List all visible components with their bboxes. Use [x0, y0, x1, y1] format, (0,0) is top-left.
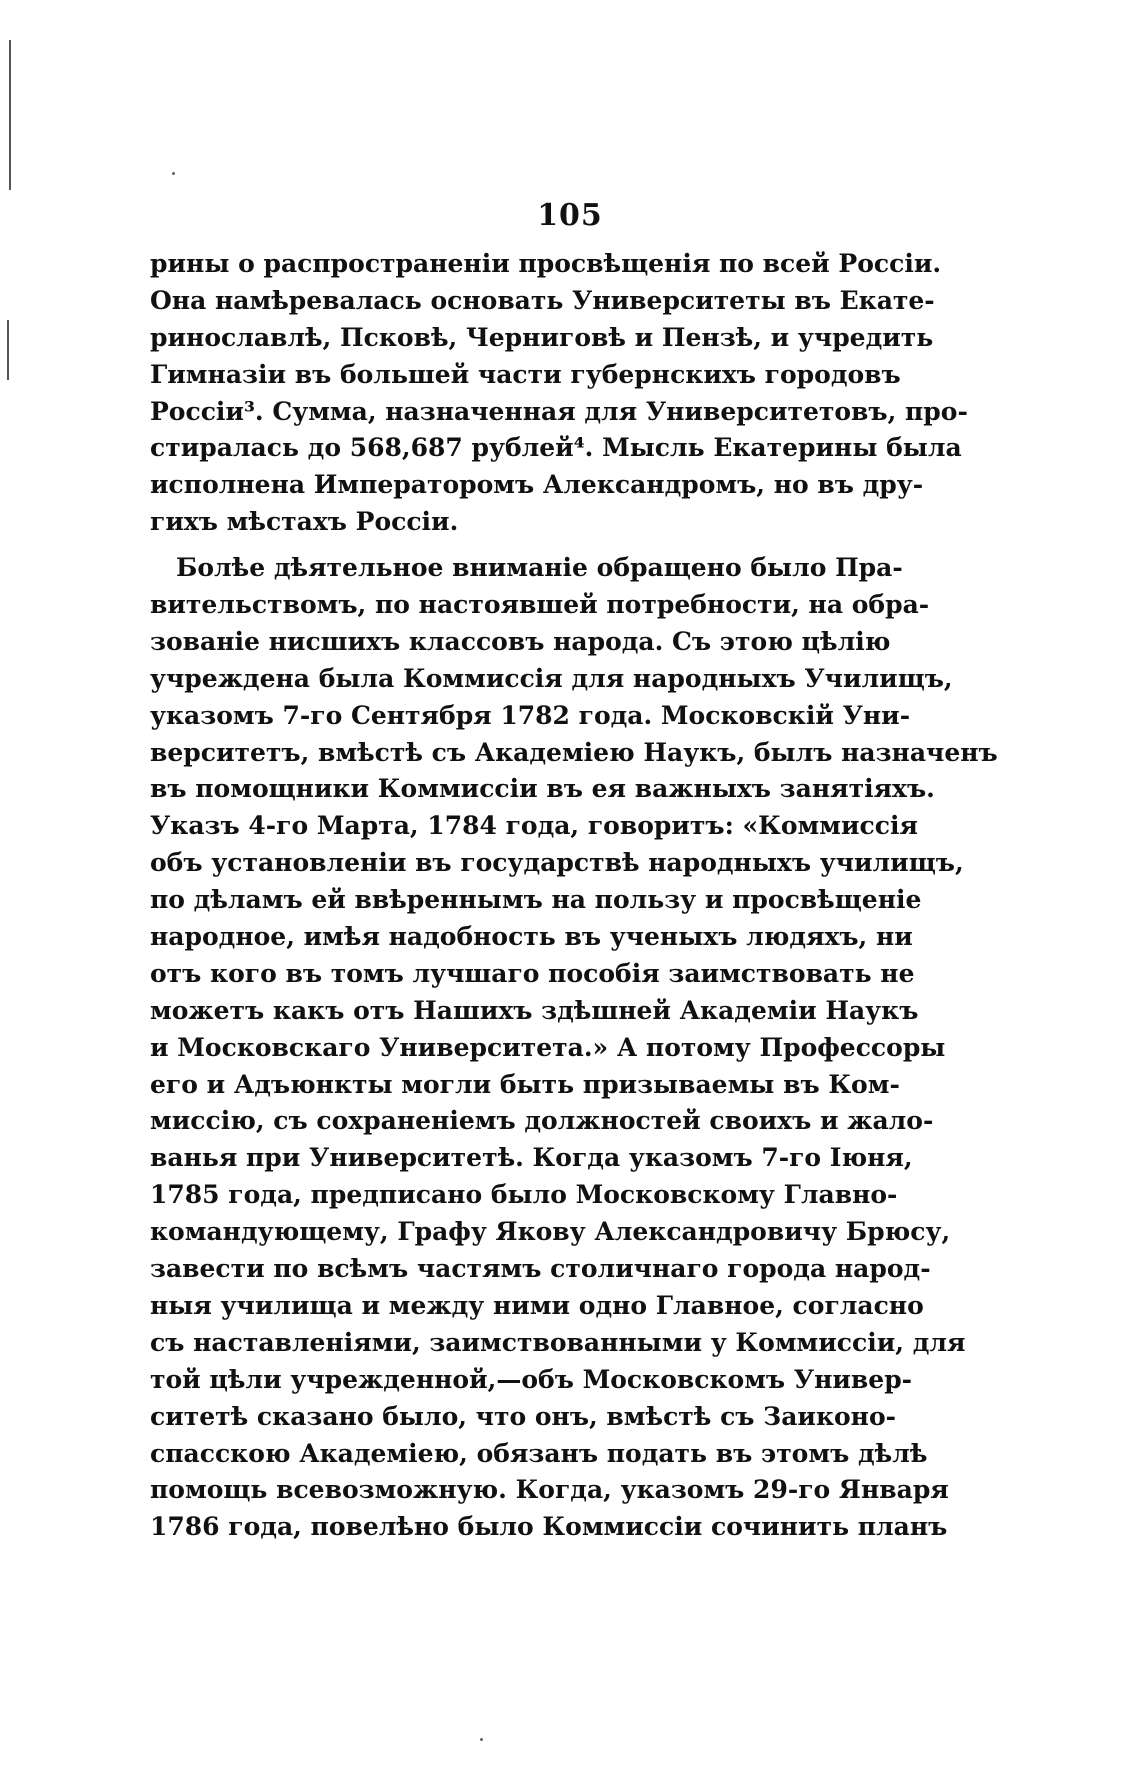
text-line: ныя училища и между ними одно Главное, согласно: [150, 1290, 924, 1320]
text-line: верситетъ, вмѣстѣ съ Академіею Наукъ, былъ назначенъ: [150, 737, 998, 767]
scan-speck: [172, 172, 175, 175]
text-line: ситетѣ сказано было, что онъ, вмѣстѣ съ Заиконо-: [150, 1401, 897, 1431]
text-line: Болѣе дѣятельное вниманіе обращено было Пра-: [176, 553, 903, 583]
text-line: 1786 года, повелѣно было Коммиссіи сочинить планъ: [150, 1512, 948, 1542]
margin-scan-mark: [7, 320, 9, 380]
text-line: объ установленіи въ государствѣ народныхъ училищъ,: [150, 848, 964, 878]
text-line: той цѣли учрежденной,—объ Московскомъ Универ-: [150, 1364, 913, 1394]
text-line: въ помощники Коммиссіи въ ея важныхъ занятіяхъ.: [150, 774, 935, 804]
text-line: командующему, Графу Якову Александровичу Брюсу,: [150, 1217, 951, 1247]
page-number: 105: [537, 198, 603, 233]
text-line: Гимназіи въ большей части губернскихъ городовъ: [150, 359, 901, 389]
text-line: стиралась до 568,687 рублей⁴. Мысль Екатерины была: [150, 433, 962, 463]
text-line: съ наставленіями, заимствованными у Коммиссіи, для: [150, 1327, 966, 1357]
scan-speck: [480, 1738, 483, 1741]
text-line: отъ кого въ томъ лучшаго пособія заимствовать не: [150, 958, 915, 988]
text-line: ванья при Университетѣ. Когда указомъ 7-го Іюня,: [150, 1143, 913, 1173]
text-line: 1785 года, предписано было Московскому Главно-: [150, 1180, 898, 1210]
text-line: спасскою Академіею, обязанъ подать въ этомъ дѣлѣ: [150, 1438, 928, 1468]
text-line: миссію, съ сохраненіемъ должностей своихъ и жало-: [150, 1106, 934, 1136]
text-line: по дѣламъ ей ввѣреннымъ на пользу и просвѣщеніе: [150, 885, 922, 915]
text-line: ринославлѣ, Псковѣ, Черниговѣ и Пензѣ, и учредить: [150, 322, 934, 352]
text-line: Указъ 4-го Марта, 1784 года, говоритъ: «Коммиссія: [150, 811, 918, 841]
margin-scan-mark: [9, 40, 11, 190]
text-line: его и Адъюнкты могли быть призываемы въ Ком-: [150, 1069, 900, 1099]
text-line: завести по всѣмъ частямъ столичнаго города народ-: [150, 1254, 931, 1284]
text-line: вительствомъ, по настоявшей потребности, на обра-: [150, 590, 930, 620]
body-text: [150, 246, 998, 1546]
text-line: рины о распространеніи просвѣщенія по всей Россіи.: [150, 249, 942, 278]
text-line: исполнена Императоромъ Александромъ, но въ дру-: [150, 470, 924, 500]
text-line: можетъ какъ отъ Нашихъ здѣшней Академіи Наукъ: [150, 995, 919, 1025]
text-line: Россіи³. Сумма, назначенная для Университетовъ, про-: [150, 396, 968, 426]
text-line: и Московскаго Университета.» А потому Профессоры: [150, 1032, 946, 1062]
text-line: гихъ мѣстахъ Россіи.: [150, 507, 459, 537]
text-line: помощь всевозможную. Когда, указомъ 29-го Января: [150, 1475, 949, 1505]
text-line: учреждена была Коммиссія для народныхъ Училищъ,: [150, 663, 953, 693]
text-line: зованіе нисшихъ классовъ народа. Съ этою цѣлію: [150, 626, 891, 656]
text-line: народное, имѣя надобность въ ученыхъ людяхъ, ни: [150, 922, 913, 952]
text-line: Она намѣревалась основать Университеты въ Екате-: [150, 285, 935, 315]
text-line: указомъ 7-го Сентября 1782 года. Московскій Уни-: [150, 700, 911, 730]
